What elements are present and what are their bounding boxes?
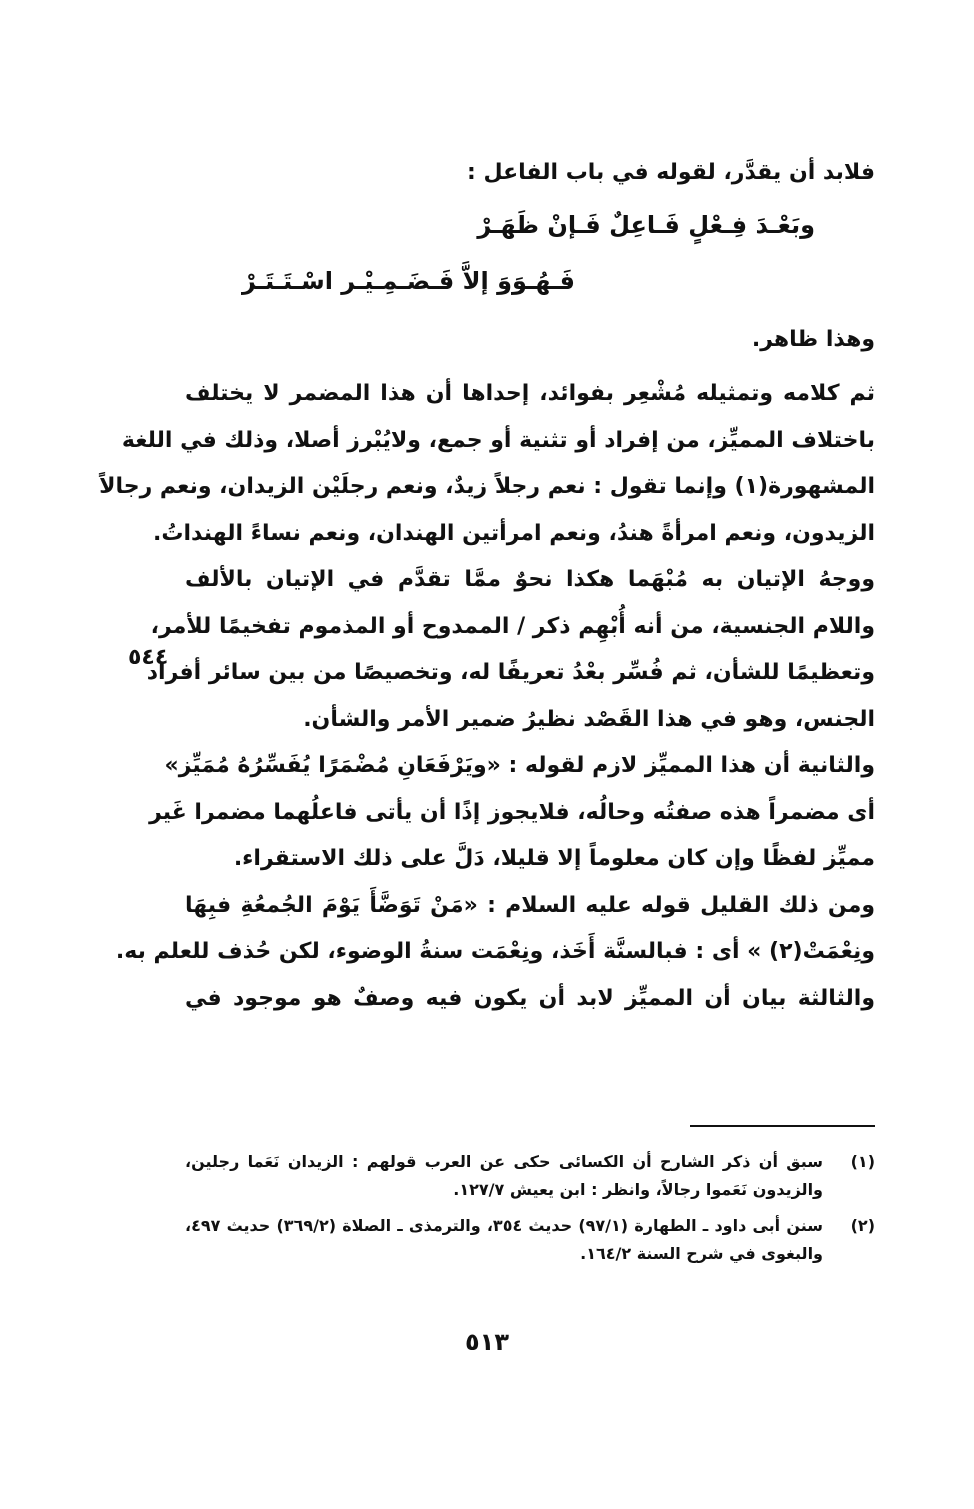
footnote-number: (٢) [850,1216,875,1235]
spacer [185,363,875,371]
text-line: فلابد أن يقدَّر، لقوله في باب الفاعل : [467,160,875,185]
footnote [185,1212,875,1268]
footnote-divider [690,1125,875,1127]
verse-line: وبَعْـدَ فِـعْلٍ فَـاعِلٌ فَـإنْ ظَهَـرْ [477,210,815,239]
page-number: ٥١٣ [465,1328,509,1356]
footnote-text: سنن أبى داود ـ الطهارة (٩٧/١) حديث ٣٥٤، والترمذى ـ الصلاة (٣٦٩/٢) حديث ٤٩٧، والبغوى في شرح السنة ١٦٤/٢. [185,1216,824,1263]
text-line: الزيدون، ونعم امرأةً هندُ، ونعم امرأتين الهندان، ونعم نساءً الهنداتُ. [153,520,875,546]
text-line: والثانية أن هذا المميِّز لازم لقوله : «ويَرْفَعَانِ مُضْمَرًا يُفَسِّرُهُ مُمَيِّز» [164,753,875,778]
footnote-number: (١) [850,1152,875,1171]
text-line: مميِّز لفظًا وإن كان معلوماً إلا قليلا، دَلَّ على ذلك الاستقراء. [233,846,875,871]
text-line: المشهورة(١) وإنما تقول : نعم رجلاً زيدٌ، ونعم رجلَيْن الزيدان، ونعم رجالاً [99,474,875,499]
text-line: ومن ذلك القليل قوله عليه السلام : «مَنْ تَوَضَّأَ يَوْمَ الجُمعُةِ فبِهَا [185,892,875,918]
text-line: ونِعْمَتْ(٢) » أى : فبالسنَّة أَخَذ، ونِعْمَت سنةُ الوضوء، لكن حُذف للعلم به. [115,939,875,964]
text-line: وتعظيمًا للشأن، ثم فُسِّر بعْدُ تعريفًا له، وتخصيصًا من بين سائر أفراد [146,660,875,685]
text-line: أى مضمراً هذه صفتُه وحالُه، فلايجوز إذًا أن يأتى فاعلُهما مضمرا غَير [149,799,875,825]
text-line: باختلاف المميِّز، من إفراد أو تثنية أو جمع، ولايُبْرز أصلا، وذلك في اللغة [121,427,875,453]
margin-page-reference: ٥٤٤ [128,645,169,670]
text-line: الجنس، وهو في هذا القَصْد نظيرُ ضمير الأمر والشأن. [303,706,875,732]
text-line: واللام الجنسية، من أنه أُبْهِم ذكر / الممدوح أو المذموم تفخيمًا للأمر، [150,613,875,639]
text-line: والثالثة بيان أن المميِّز لابد أن يكون فيه وصفٌ هو موجود في [185,985,875,1011]
footnote [185,1148,875,1204]
text-line: وهذا ظاهر. [751,326,875,352]
verse-line: فَـهُـوَوَ إلاَّ فَـضَـمِـيْـر اسْـتَـتَـرْ [241,266,575,295]
footnotes [185,1148,875,1276]
text-line: ثم كلامه وتمثيله مُشْعِر بفوائد، إحداها أن هذا المضمر لا يختلف [185,381,875,406]
spacer [185,309,875,317]
text-line: ووجهُ الإتيان به مُبْهَما هكذا نحوٌ ممَّا تقدَّم في الإتيان بالألف [185,567,875,592]
footnote-text: سبق أن ذكر الشارح أن الكسائى حكى عن العرب قولهم : الزيدان نَعَما رجلين، والزيدون نَعَموا رجالاً، وانظر : ابن يعيش ١٢٧/٧. [185,1152,823,1199]
